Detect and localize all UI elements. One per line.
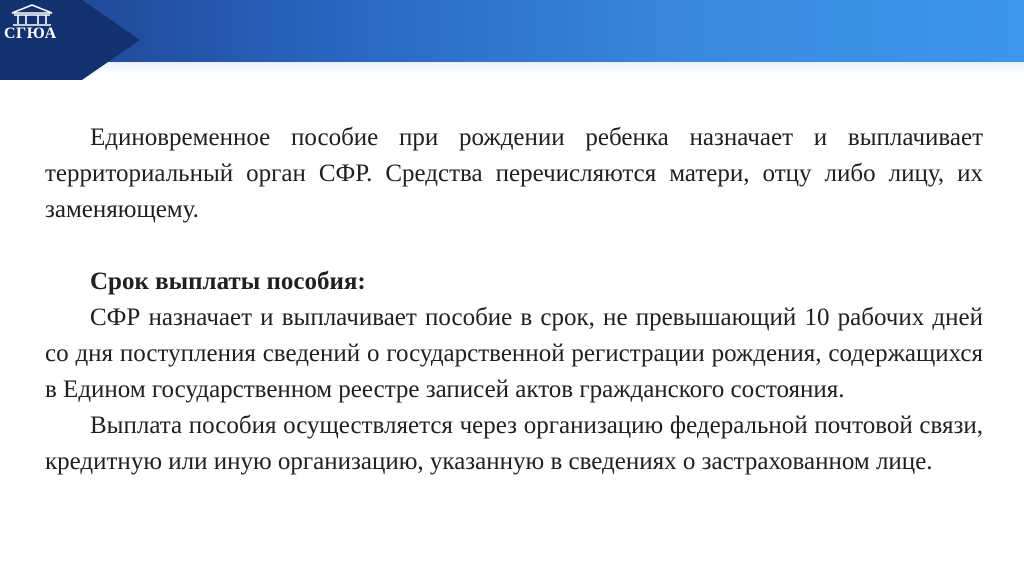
paragraph-benefit-intro: Единовременное пособие при рождении ребенка назначает и выплачивает территориальный орган СФР. Средства перечисляются матери, отцу либо лицу, их заменяющему. (45, 124, 983, 223)
section-heading: Срок выплаты пособия: (90, 268, 366, 295)
spacer (45, 228, 983, 264)
logo-text: СГЮА (4, 25, 57, 42)
paragraph-payment-term: СФР назначает и выплачивает пособие в срок, не превышающий 10 рабочих дней со дня поступления сведений о государственной регистрации рождения, содержащихся в Едином государственном реестре записей актов гражданского состояния. (45, 304, 983, 403)
header-band-shadow (0, 62, 1024, 74)
paragraph-payment-method: Выплата пособия осуществляется через организацию федеральной почтовой связи, кредитную или иную организацию, указанную в сведениях о застрахованном лице. (45, 412, 983, 475)
building-icon (10, 4, 54, 26)
slide-content (45, 120, 983, 480)
header-band (0, 0, 1024, 62)
